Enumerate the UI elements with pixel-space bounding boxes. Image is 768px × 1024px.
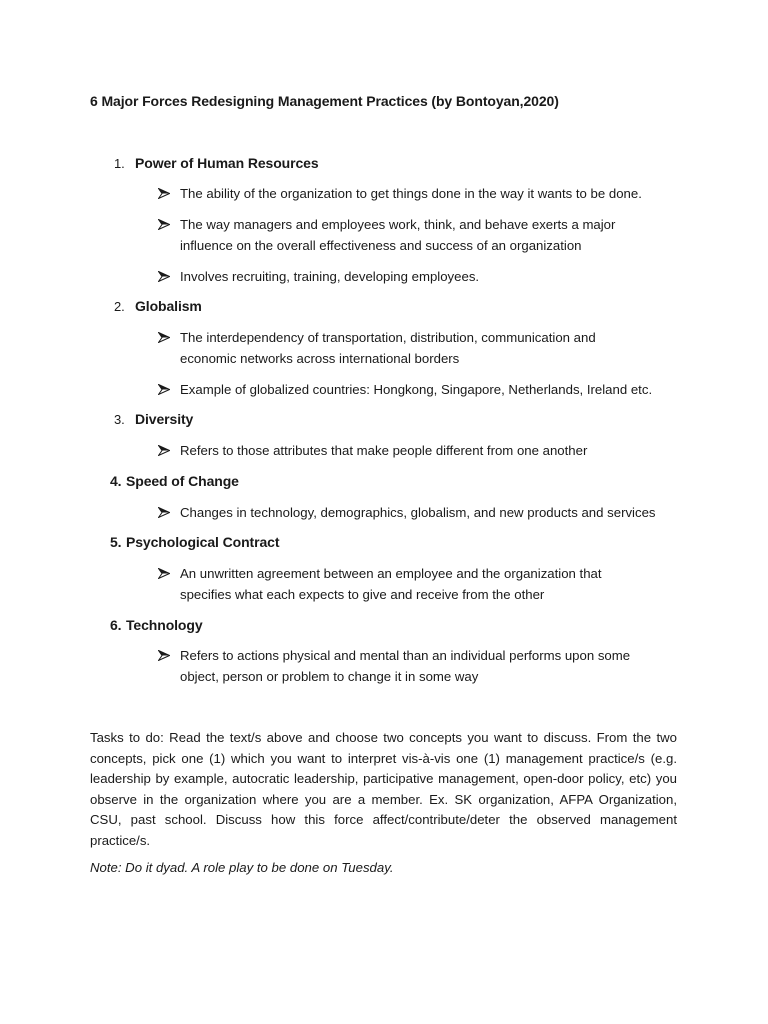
note-text: Note: Do it dyad. A role play to be done on Tuesday. [90,860,394,875]
section-number: 4. [110,473,122,489]
section-number: 1. [114,156,125,171]
arrowhead-bullet-icon [158,441,172,461]
arrowhead-bullet-icon [158,215,172,235]
list-item [158,267,698,288]
tasks-paragraph: Tasks to do: Read the text/s above and choose two concepts you want to discuss. From the two concepts, pick one (1) which you want to interpret vis-à-vis one (1) management practice/s (e.g. leadership by example, autocratic leadership, participative management, open-door policy, etc) you observe in the organization where you are a member. Ex. SK organization, AFPA Organization, CSU, past school. Discuss how this force affect/contribute/deter the observed management practice/s. [90,730,677,848]
section-number: 5. [110,534,122,550]
list-item [158,503,698,524]
bullet-text: The way managers and employees work, think, and behave exerts a major influence on the overall effectiveness and success of an organization [180,217,616,253]
arrowhead-bullet-icon [158,328,172,348]
section-number: 2. [114,299,125,314]
list-item [158,328,698,369]
section-heading-3 [114,411,194,427]
list-item [158,184,698,205]
section-title: Speed of Change [126,473,239,489]
document-title: 6 Major Forces Redesigning Management Practices (by Bontoyan,2020) [90,93,559,109]
bullet-text: The interdependency of transportation, distribution, communication and economic networks across international borders [180,330,596,366]
section-title: Psychological Contract [126,534,280,550]
section-title: Technology [126,617,203,633]
list-item [158,380,698,401]
bullet-text: An unwritten agreement between an employee and the organization that specifies what each expects to give and receive from the other [180,566,602,602]
section-title: Power of Human Resources [135,155,319,171]
section-number: 6. [110,617,122,633]
section-heading-2 [114,298,202,314]
section-heading-6 [110,617,203,633]
bullet-text: Refers to actions physical and mental than an individual performs upon some object, person or problem to change it in some way [180,648,631,684]
section-title: Diversity [135,411,194,427]
section-heading-5 [110,534,280,550]
bullet-text: Changes in technology, demographics, globalism, and new products and services [180,505,656,520]
bullet-text: Refers to those attributes that make people different from one another [180,443,588,458]
list-item [158,646,698,687]
arrowhead-bullet-icon [158,646,172,666]
arrowhead-bullet-icon [158,503,172,523]
bullet-text: Involves recruiting, training, developing employees. [180,269,480,284]
section-heading-4 [110,473,239,489]
section-title: Globalism [135,298,202,314]
section-heading-1 [114,155,319,171]
list-item [158,441,698,462]
arrowhead-bullet-icon [158,564,172,584]
bullet-text: Example of globalized countries: Hongkong, Singapore, Netherlands, Ireland etc. [180,382,653,397]
arrowhead-bullet-icon [158,267,172,287]
arrowhead-bullet-icon [158,380,172,400]
list-item [158,564,698,605]
bullet-text: The ability of the organization to get things done in the way it wants to be done. [180,186,642,201]
list-item [158,215,698,256]
section-number: 3. [114,412,125,427]
arrowhead-bullet-icon [158,184,172,204]
